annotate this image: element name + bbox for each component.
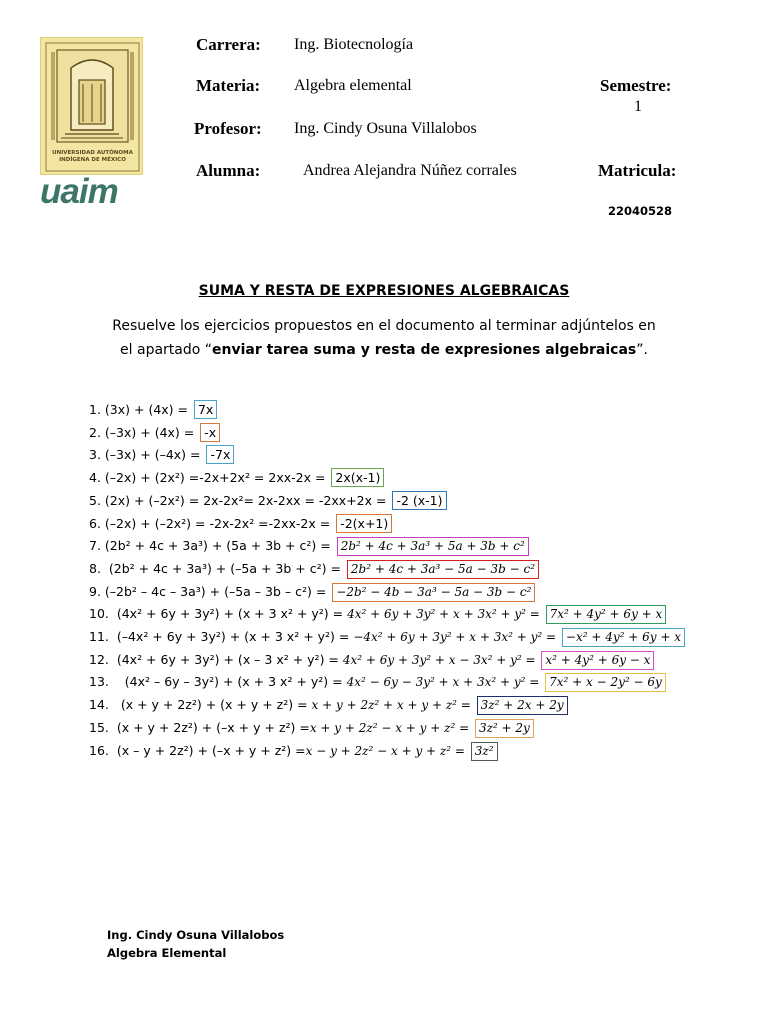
exercise-work: x + y + 2z² − x + y + z² = [309,720,473,735]
exercise-expression: (4x² + 6y + 3y²) + (x – 3 x² + y²) = [112,651,343,667]
matricula-value: 22040528 [608,204,673,218]
exercise-number: 14. [89,697,109,713]
exercise-row [89,536,529,556]
exercise-expression: (2b² + 4c + 3a³) + (–5a + 3b + c²) = [104,560,345,576]
exercise-number: 16. [89,742,109,758]
exercise-row [89,468,384,488]
exercise-work: x − y + 2z² − x + y + z² = [305,743,469,758]
exercise-number: 8. [89,560,101,576]
exercise-expression: (–3x) + (–4x) = [104,447,205,463]
exercise-row [89,491,447,511]
instructions-line-1: Resuelve los ejercicios propuestos en el documento al terminar adjúntelos en [112,318,656,334]
footer-subject: Algebra Elemental [107,946,227,960]
carrera-value: Ing. Biotecnología [294,36,414,53]
exercise-number: 13. [89,674,109,690]
materia-label: Materia: [196,76,261,95]
exercise-expression: (–3x) + (4x) = [104,424,199,440]
exercise-expression: (2x) + (–2x²) = 2x-2x²= 2x-2xx = -2xx+2x = [104,492,391,508]
semestre-value: 1 [634,98,642,115]
exercise-expression: (–2x) + (–2x²) = -2x-2x² =-2xx-2x = [104,515,335,531]
answer-box: -2 (x-1) [392,491,446,510]
exercise-work: 4x² + 6y + 3y² + x + 3x² + y² = [347,607,544,622]
answer-box: 3z² + 2y [475,719,534,738]
exercise-expression: (x + y + 2z²) + (x + y + z²) = [112,697,312,713]
answer-box: 3z² + 2x + 2y [477,696,568,715]
exercise-work: −4x² + 6y + 3y² + x + 3x² + y² = [353,630,560,644]
exercise-row [89,559,539,579]
answer-box: x² + 4y² + 6y − x [541,651,654,670]
exercise-number: 7. [89,538,101,554]
exercise-row [89,741,498,761]
exercise-work: x + y + 2z² + x + y + z² = [311,698,475,713]
seal-bottom-text: UNIVERSIDAD AUTÓNOMA INDÍGENA DE MÉXICO [52,150,133,163]
answer-box: 3z² [471,742,498,761]
exercise-number: 3. [89,447,101,463]
exercise-number: 9. [89,583,101,599]
profesor-label: Profesor: [194,119,262,138]
exercise-row [89,650,654,670]
exercise-number: 11. [89,629,109,644]
answer-box: −x² + 4y² + 6y + x [562,628,685,647]
answer-box: -2(x+1) [336,514,392,533]
answer-box: −2b² − 4b − 3a³ − 5a − 3b − c² [332,583,535,602]
alumna-label: Alumna: [196,161,261,180]
semestre-label: Semestre: [600,76,672,95]
exercise-expression: (4x² + 6y + 3y²) + (x + 3 x² + y²) = [112,606,348,622]
profesor-value: Ing. Cindy Osuna Villalobos [294,120,477,137]
exercise-expression: (x – y + 2z²) + (–x + y + z²) = [112,742,306,758]
answer-box: 7x [194,400,217,419]
exercise-row [89,627,685,647]
matricula-label: Matricula: [598,161,677,180]
answer-box: 2b² + 4c + 3a³ + 5a + 3b + c² [337,537,529,556]
exercise-row [89,695,568,715]
exercise-work: 4x² − 6y − 3y² + x + 3x² + y² = [346,675,544,690]
exercise-expression: (4x² – 6y – 3y²) + (x + 3 x² + y²) = [112,674,347,690]
exercise-row [89,672,666,692]
exercise-row [89,514,392,534]
exercise-row [89,400,217,420]
exercise-number: 4. [89,470,101,486]
university-seal-logo [40,37,143,175]
exercise-expression: (–4x² + 6y + 3y²) + (x + 3 x² + y²) = [112,629,354,644]
uaim-wordmark: uaim [40,172,118,211]
document-title: SUMA Y RESTA DE EXPRESIONES ALGEBRAICAS [198,283,570,299]
answer-box: -x [200,423,220,442]
answer-box: -7x [206,445,234,464]
exercise-number: 15. [89,719,109,735]
exercise-number: 5. [89,492,101,508]
alumna-value: Andrea Alejandra Núñez corrales [303,162,517,179]
exercise-row [89,445,234,465]
instructions-suffix: ”. [636,342,648,358]
exercise-expression: (x + y + 2z²) + (–x + y + z²) = [112,719,310,735]
exercise-expression: (–2b² – 4c – 3a³) + (–5a – 3b – c²) = [104,583,331,599]
answer-box: 7x² + x − 2y² − 6y [545,673,666,692]
answer-box: 7x² + 4y² + 6y + x [546,605,667,624]
exercise-number: 6. [89,515,101,531]
instructions-bold: enviar tarea suma y resta de expresiones algebraicas [212,342,637,358]
materia-value: Algebra elemental [294,77,412,94]
instructions-line-2 [0,342,768,358]
exercise-expression: (2b² + 4c + 3a³) + (5a + 3b + c²) = [104,538,335,554]
carrera-label: Carrera: [196,35,261,54]
footer-professor: Ing. Cindy Osuna Villalobos [107,928,285,942]
exercise-expression: (–2x) + (2x²) =-2x+2x² = 2xx-2x = [104,470,330,486]
exercise-expression: (3x) + (4x) = [104,402,192,417]
exercise-row [89,718,534,738]
answer-box: 2x(x-1) [331,468,384,487]
exercise-number: 12. [89,651,109,667]
exercise-row [89,604,666,624]
exercise-row [89,423,220,443]
instructions-prefix: el apartado “ [120,342,213,358]
exercise-number: 1. [89,402,101,417]
exercise-work: 4x² + 6y + 3y² + x − 3x² + y² = [342,652,540,667]
exercise-number: 2. [89,424,101,440]
answer-box: 2b² + 4c + 3a³ − 5a − 3b − c² [347,560,539,579]
exercise-number: 10. [89,606,109,622]
exercise-row [89,582,535,602]
